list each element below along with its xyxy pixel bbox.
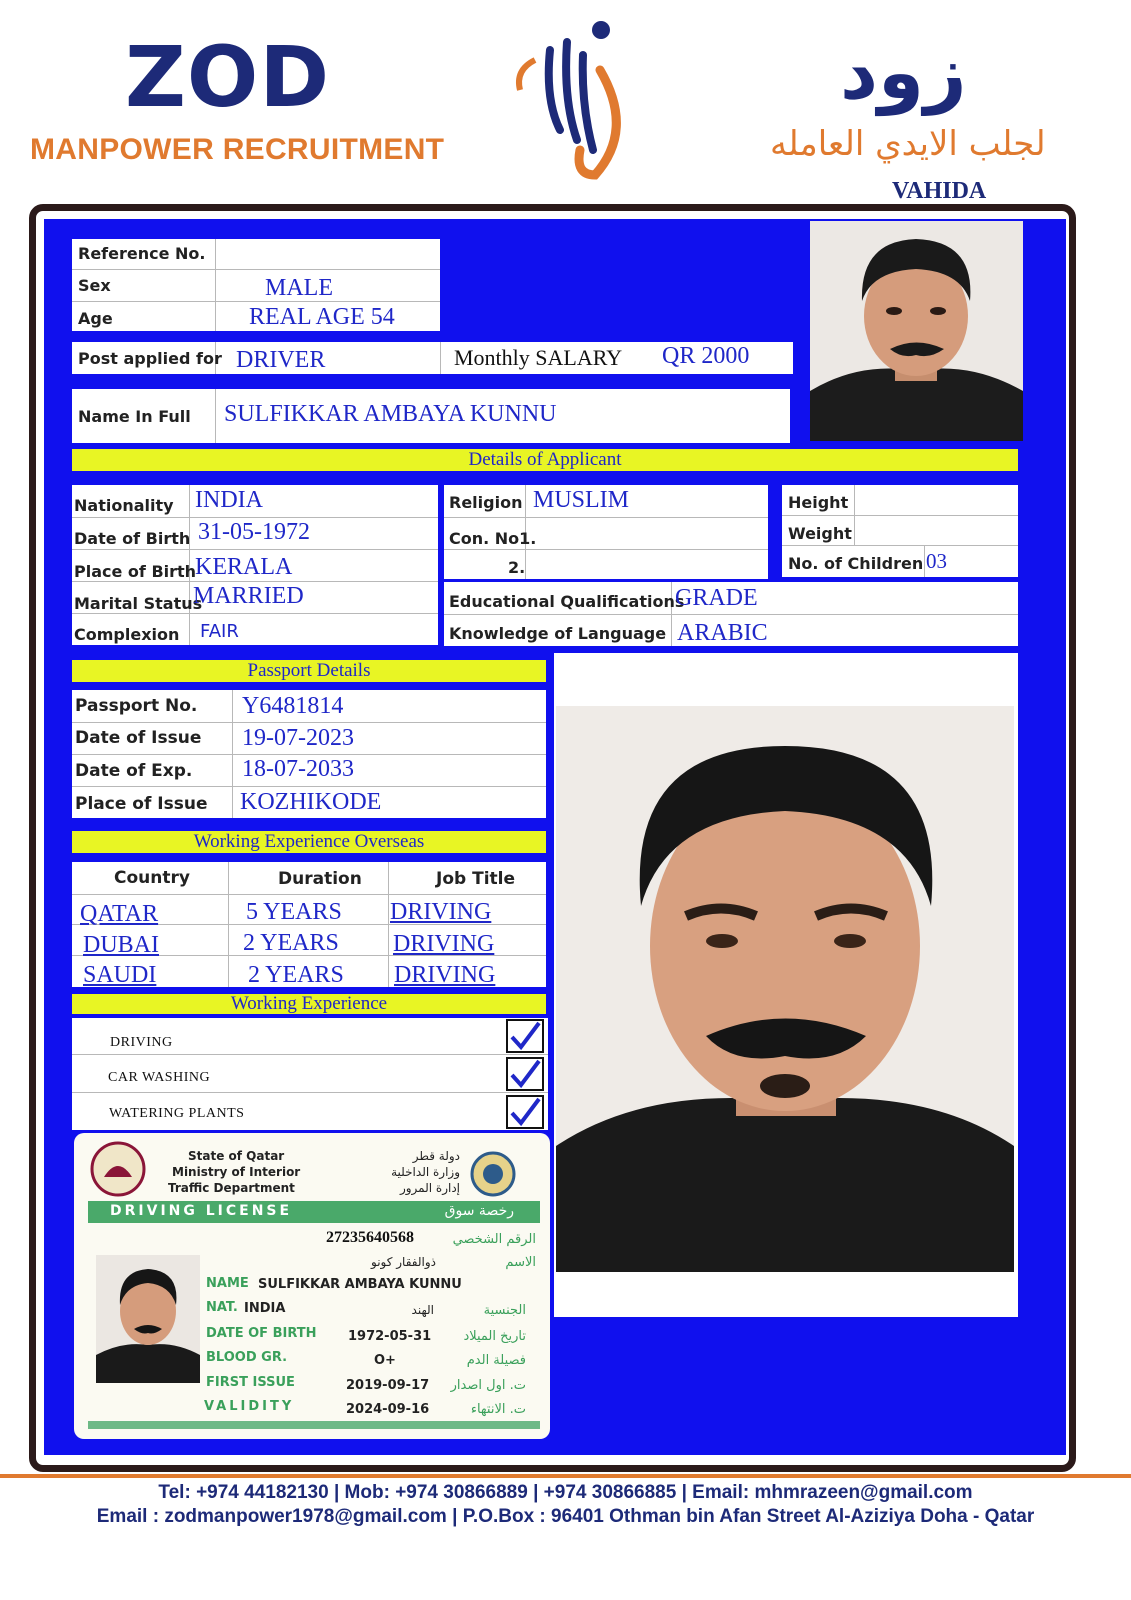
footer-contact-line2: Email : zodmanpower1978@gmail.com | P.O.Box : 96401 Othman bin Afan Street Al-Aziziya Doha - Qatar — [96, 1506, 1035, 1527]
license-state: State of Qatar — [188, 1149, 285, 1163]
license-nat-value: INDIA — [244, 1301, 286, 1316]
sex-label: Sex — [78, 276, 111, 295]
post-value: DRIVER — [236, 347, 326, 373]
footer-divider — [0, 1474, 1131, 1478]
license-name-value: SULFIKKAR AMBAYA KUNNU — [258, 1277, 462, 1292]
license-bottom-band — [88, 1421, 540, 1429]
license-validity-value: 2024-09-16 — [346, 1402, 430, 1417]
age-label: Age — [78, 309, 113, 328]
table-row-country: DUBAI — [83, 932, 159, 958]
post-label: Post applied for — [78, 349, 222, 368]
dob-value: 31-05-1972 — [198, 519, 310, 545]
language-value: ARABIC — [677, 620, 768, 646]
list-item: CAR WASHING — [108, 1070, 211, 1085]
issue-date-label: Date of Issue — [75, 728, 202, 748]
age-value: REAL AGE 54 — [249, 304, 395, 330]
passport-no-value: Y6481814 — [242, 693, 344, 719]
license-band-arabic: رخصة سوق — [444, 1203, 514, 1219]
license-state-arabic: دولة قطر — [412, 1149, 460, 1163]
gcc-emblem-icon — [470, 1151, 516, 1197]
license-name-label: NAME — [206, 1276, 249, 1291]
overseas-table — [72, 862, 546, 987]
dob-label: Date of Birth — [74, 529, 191, 548]
salary-value: QR 2000 — [662, 343, 750, 369]
language-label: Knowledge of Language — [449, 624, 667, 643]
license-blood-arabic: فصيلة الدم — [466, 1353, 526, 1368]
experience-list — [72, 1018, 548, 1130]
table-row-job: DRIVING — [394, 962, 496, 988]
weight-label: Weight — [788, 524, 852, 543]
table-row-country: QATAR — [80, 901, 159, 927]
height-label: Height — [788, 493, 849, 512]
license-validity-label: VALIDITY — [204, 1399, 295, 1414]
sex-value: MALE — [265, 275, 333, 301]
license-nat-label: NAT. — [206, 1300, 238, 1315]
brand-logo-icon — [505, 10, 645, 180]
license-dob-label: DATE OF BIRTH — [206, 1326, 317, 1341]
salary-label: Monthly SALARY — [454, 345, 623, 370]
license-nat-arabic: الجنسية — [483, 1303, 526, 1318]
license-nat-arabic-value: الهند — [411, 1303, 434, 1317]
exp-date-label: Date of Exp. — [75, 761, 193, 781]
marital-label: Marital Status — [74, 594, 203, 613]
name-row — [72, 389, 790, 443]
table-row-duration: 2 YEARS — [248, 962, 344, 988]
complexion-value: FAIR — [200, 621, 239, 642]
agent-name: VAHIDA — [892, 178, 987, 204]
col-country: Country — [114, 868, 190, 888]
checkbox-driving[interactable] — [506, 1019, 544, 1053]
license-first-issue-arabic: ت. اول اصدار — [450, 1378, 526, 1393]
driving-license-card — [74, 1133, 550, 1439]
contact2-label: 2. — [508, 558, 526, 577]
applicant-photo-large — [556, 706, 1014, 1272]
brand-subtitle: MANPOWER RECRUITMENT — [30, 133, 445, 166]
brand-name-arabic: زود — [840, 30, 967, 116]
complexion-label: Complexion — [74, 625, 180, 644]
post-salary-row — [72, 342, 793, 374]
issue-date-value: 19-07-2023 — [242, 725, 354, 751]
checkmark-icon — [508, 1021, 542, 1051]
children-value: 03 — [926, 549, 947, 573]
marital-value: MARRIED — [193, 583, 304, 609]
nationality-label: Nationality — [74, 496, 174, 515]
education-value: GRADE — [675, 585, 758, 611]
table-row-duration: 5 YEARS — [246, 899, 342, 925]
pob-label: Place of Birth — [74, 562, 197, 581]
license-blood-label: BLOOD GR. — [206, 1350, 288, 1365]
applicant-photo-small — [810, 221, 1023, 441]
list-item: WATERING PLANTS — [109, 1106, 245, 1121]
children-label: No. of Children — [788, 554, 924, 573]
reference-label: Reference No. — [78, 244, 206, 263]
name-label: Name In Full — [78, 407, 191, 426]
license-dept-arabic: إدارة المرور — [399, 1181, 460, 1195]
license-ministry-arabic: وزارة الداخلية — [391, 1165, 460, 1179]
license-dob-value: 1972-05-31 — [348, 1329, 432, 1344]
qatar-emblem-icon — [90, 1141, 146, 1197]
name-value: SULFIKKAR AMBAYA KUNNU — [224, 401, 557, 427]
issue-place-value: KOZHIKODE — [240, 789, 382, 815]
exp-date-value: 18-07-2033 — [242, 756, 354, 782]
license-blood-value: O+ — [374, 1353, 396, 1368]
overseas-section-title: Working Experience Overseas — [72, 831, 546, 853]
passport-section-title: Passport Details — [72, 660, 546, 682]
table-row-job: DRIVING — [390, 899, 492, 925]
pob-value: KERALA — [195, 554, 293, 580]
license-photo — [96, 1255, 200, 1383]
license-name-arabic: ذوالفقار كونو — [371, 1255, 436, 1269]
license-first-issue-label: FIRST ISSUE — [206, 1375, 295, 1390]
personal-details-box — [72, 485, 438, 645]
checkmark-icon — [508, 1097, 542, 1127]
table-row-job: DRIVING — [393, 931, 495, 957]
nationality-value: INDIA — [195, 487, 263, 513]
religion-box — [444, 485, 768, 579]
license-first-issue-value: 2019-09-17 — [346, 1378, 430, 1393]
license-ministry: Ministry of Interior — [172, 1165, 301, 1179]
contact1-label: Con. No1. — [449, 529, 537, 548]
religion-value: MUSLIM — [533, 487, 630, 513]
brand-subtitle-arabic: لجلب الايدي العامله — [770, 124, 1046, 164]
col-job: Job Title — [436, 869, 515, 889]
brand-name: ZOD — [125, 28, 331, 126]
license-name-arabic-label: الاسم — [505, 1255, 536, 1270]
education-label: Educational Qualifications — [449, 592, 685, 611]
checkmark-icon — [508, 1059, 542, 1089]
physical-box — [782, 485, 1018, 577]
license-id-number: 27235640568 — [326, 1229, 414, 1246]
footer-contact-line1: Tel: +974 44182130 | Mob: +974 30866889 | +974 30866885 | Email: mhmrazeen@gmail.com — [158, 1482, 973, 1503]
license-id-arabic: الرقم الشخصي — [452, 1232, 536, 1247]
license-department: Traffic Department — [168, 1181, 295, 1195]
education-box — [444, 582, 1018, 646]
license-band-label: DRIVING LICENSE — [110, 1203, 293, 1219]
table-row-duration: 2 YEARS — [243, 930, 339, 956]
passport-no-label: Passport No. — [75, 696, 198, 716]
issue-place-label: Place of Issue — [75, 794, 208, 814]
religion-label: Religion — [449, 493, 523, 512]
experience-section-title: Working Experience — [72, 994, 546, 1014]
checkbox-car-washing[interactable] — [506, 1057, 544, 1091]
checkbox-watering-plants[interactable] — [506, 1095, 544, 1129]
license-dob-arabic: تاريخ الميلاد — [463, 1329, 526, 1344]
basic-info-box — [72, 239, 440, 331]
passport-box — [72, 690, 546, 818]
license-validity-arabic: ت. الانتهاء — [470, 1402, 526, 1417]
table-row-country: SAUDI — [83, 962, 157, 988]
col-duration: Duration — [278, 869, 362, 889]
list-item: DRIVING — [110, 1035, 173, 1050]
details-section-title: Details of Applicant — [72, 449, 1018, 471]
